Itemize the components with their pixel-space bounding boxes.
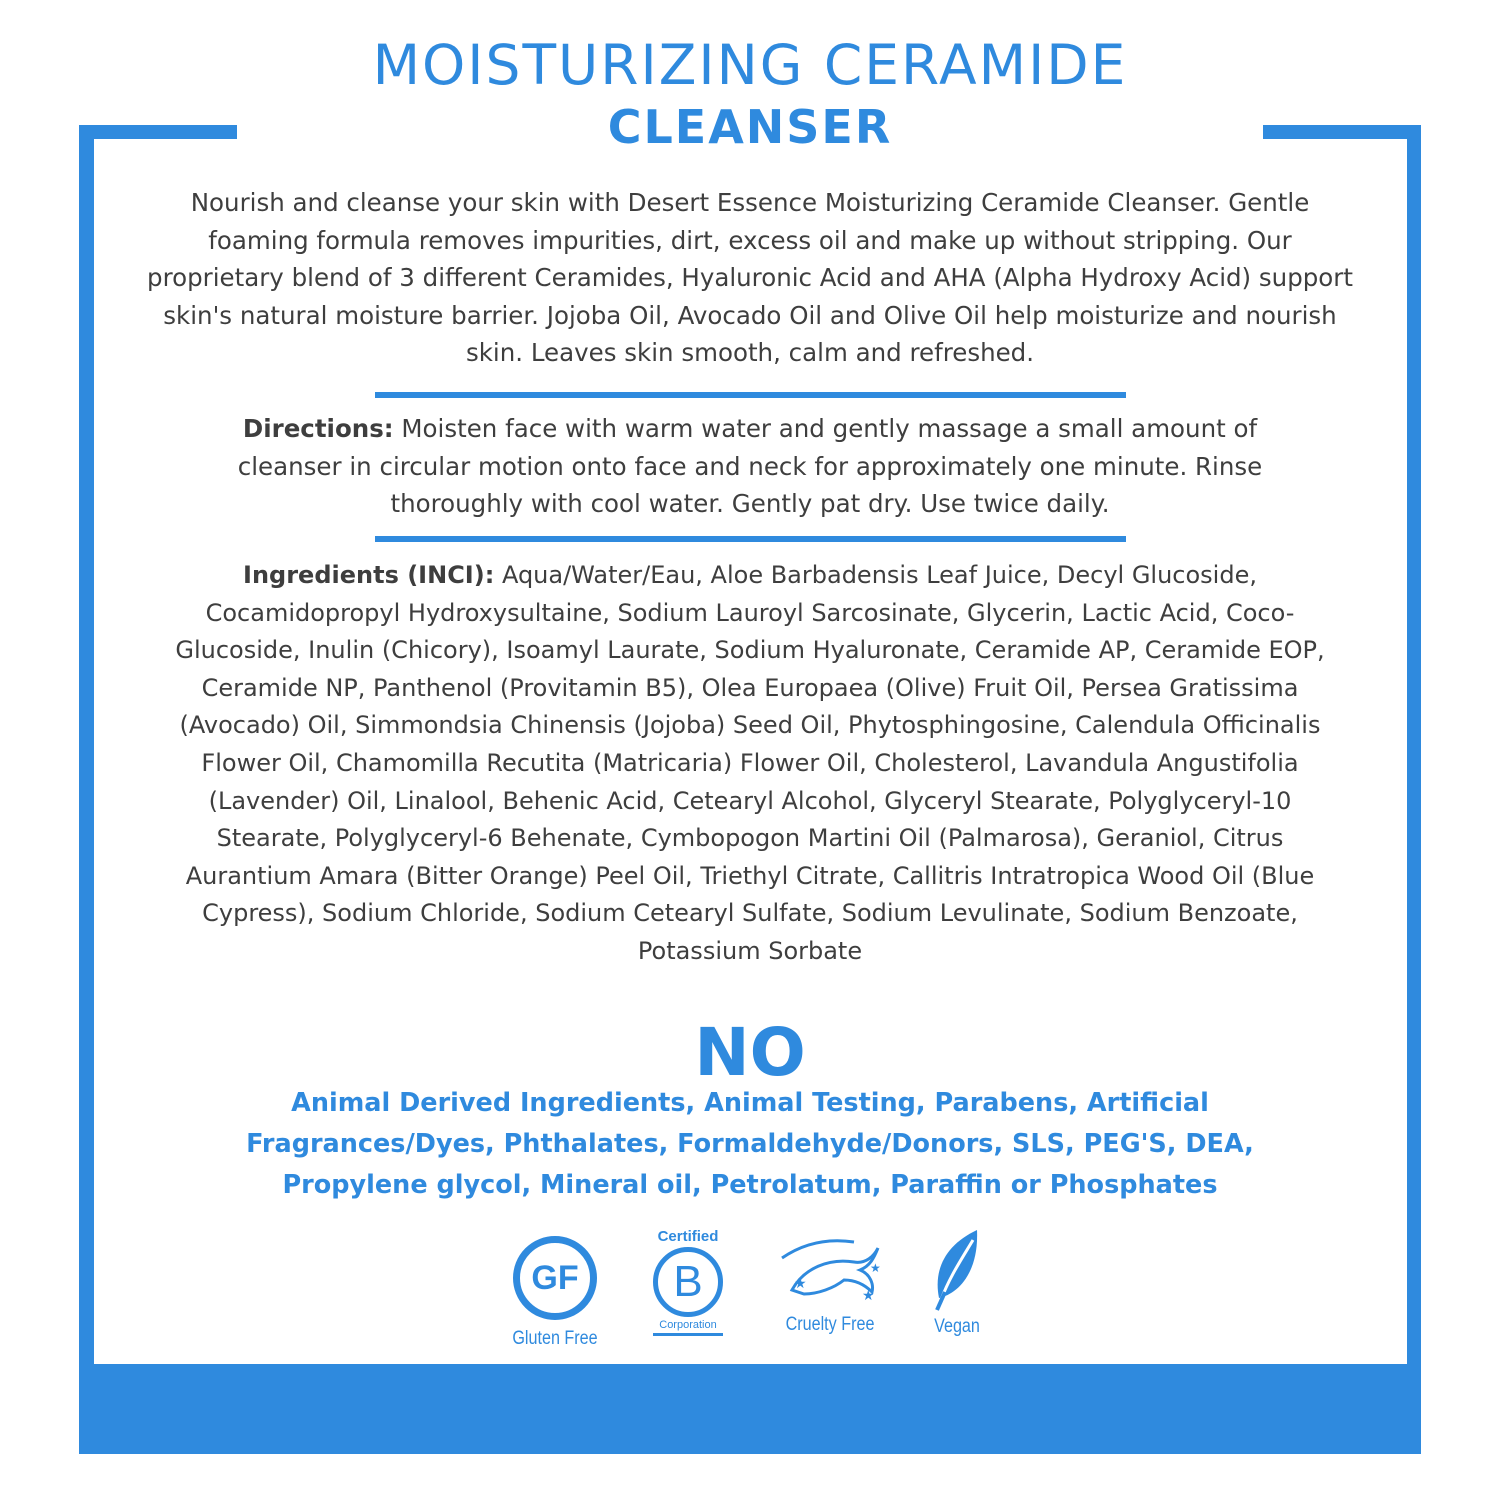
gluten-free-label: Gluten Free xyxy=(512,1328,598,1349)
page-subtitle: CLEANSER xyxy=(607,100,893,154)
divider xyxy=(375,536,1126,542)
svg-text:★: ★ xyxy=(862,1288,875,1304)
page-title: MOISTURIZING CERAMIDE xyxy=(372,33,1128,97)
product-description: Nourish and cleanse your skin with Desert Essence Moisturizing Ceramide Cleanser. Gentle foaming formula removes impurities, dirt, excess oil and make up without stripping. Our proprietary blend of 3 different Ceramides, Hyaluronic Acid and AHA (Alpha Hydroxy Acid) support skin's natural moisture barrier. Jojoba Oil, Avocado Oil and Olive Oil help moisturize and nourish skin. Leaves skin smooth, calm and refreshed. xyxy=(147,188,1353,368)
ingredients-label: Ingredients (INCI): xyxy=(243,561,495,589)
free-from-heading: NO xyxy=(694,1014,806,1091)
vegan-label: Vegan xyxy=(934,1316,980,1337)
leaf-icon xyxy=(927,1228,987,1312)
directions xyxy=(200,410,1300,523)
divider xyxy=(375,392,1126,398)
frame-left xyxy=(79,125,94,1454)
directions-text: Moisten face with warm water and gently massage a small amount of cleanser in circular motion onto face and neck for approximately one minute. Rinse thoroughly with cool water. Gently pat dry. Use twice daily. xyxy=(237,414,1263,519)
directions-label: Directions: xyxy=(242,414,394,443)
free-from-list: Animal Derived Ingredients, Animal Testing, Parabens, Artificial Fragrances/Dyes, Phthalates, Formaldehyde/Donors, SLS, PEG'S, DEA, Propylene glycol, Mineral oil, Petrolatum, Paraffin or Phosphates xyxy=(246,1088,1254,1200)
frame-right xyxy=(1407,125,1421,1454)
frame-top-left xyxy=(79,125,237,139)
cruelty-free-label: Cruelty Free xyxy=(785,1314,875,1335)
cruelty-free-badge xyxy=(770,1228,890,1336)
ingredients xyxy=(160,557,1340,971)
b-corp-badge xyxy=(638,1228,738,1336)
b-corp-underline xyxy=(653,1333,723,1336)
b-corp-mark: B xyxy=(673,1257,703,1306)
svg-text:★: ★ xyxy=(870,1261,881,1275)
b-corp-icon xyxy=(653,1247,723,1317)
b-corp-label: Corporation xyxy=(659,1319,717,1331)
gluten-free-badge xyxy=(500,1236,610,1350)
ingredients-text: Aqua/Water/Eau, Aloe Barbadensis Leaf Juice, Decyl Glucoside, Cocamidopropyl Hydroxysultaine, Sodium Lauroyl Sarcosinate, Glycerin, Lactic Acid, Coco-Glucoside, Inulin (Chicory), Isoamyl Laurate, Sodium Hyaluronate, Ceramide AP, Ceramide EOP, Ceramide NP, Panthenol (Provitamin B5), Olea Europaea (Olive) Fruit Oil, Persea Gratissima (Avocado) Oil, Simmondsia Chinensis (Jojoba) Seed Oil, Phytosphingosine, Calendula Officinalis Flower Oil, Chamomilla Recutita (Matricaria) Flower Oil, Cholesterol, Lavandula Angustifolia (Lavender) Oil, Linalool, Behenic Acid, Cetearyl Alcohol, Glyceryl Stearate, Polyglyceryl-10 Stearate, Polyglyceryl-6 Behenate, Cymbopogon Martini Oil (Palmarosa), Geraniol, Citrus Aurantium Amara (Bitter Orange) Peel Oil, Triethyl Citrate, Callitris Intratropica Wood Oil (Blue Cypress), Sodium Chloride, Sodium Cetearyl Sulfate, Sodium Levulinate, Sodium Benzoate, Potassium Sorbate xyxy=(175,561,1325,965)
leaping-bunny-icon xyxy=(774,1228,886,1308)
b-corp-top-label: Certified xyxy=(657,1228,719,1245)
frame-top-right xyxy=(1263,125,1421,139)
vegan-badge xyxy=(922,1228,992,1338)
gluten-free-icon: GF xyxy=(513,1236,597,1320)
frame-bottom-band xyxy=(79,1364,1421,1454)
svg-text:★: ★ xyxy=(794,1276,807,1292)
